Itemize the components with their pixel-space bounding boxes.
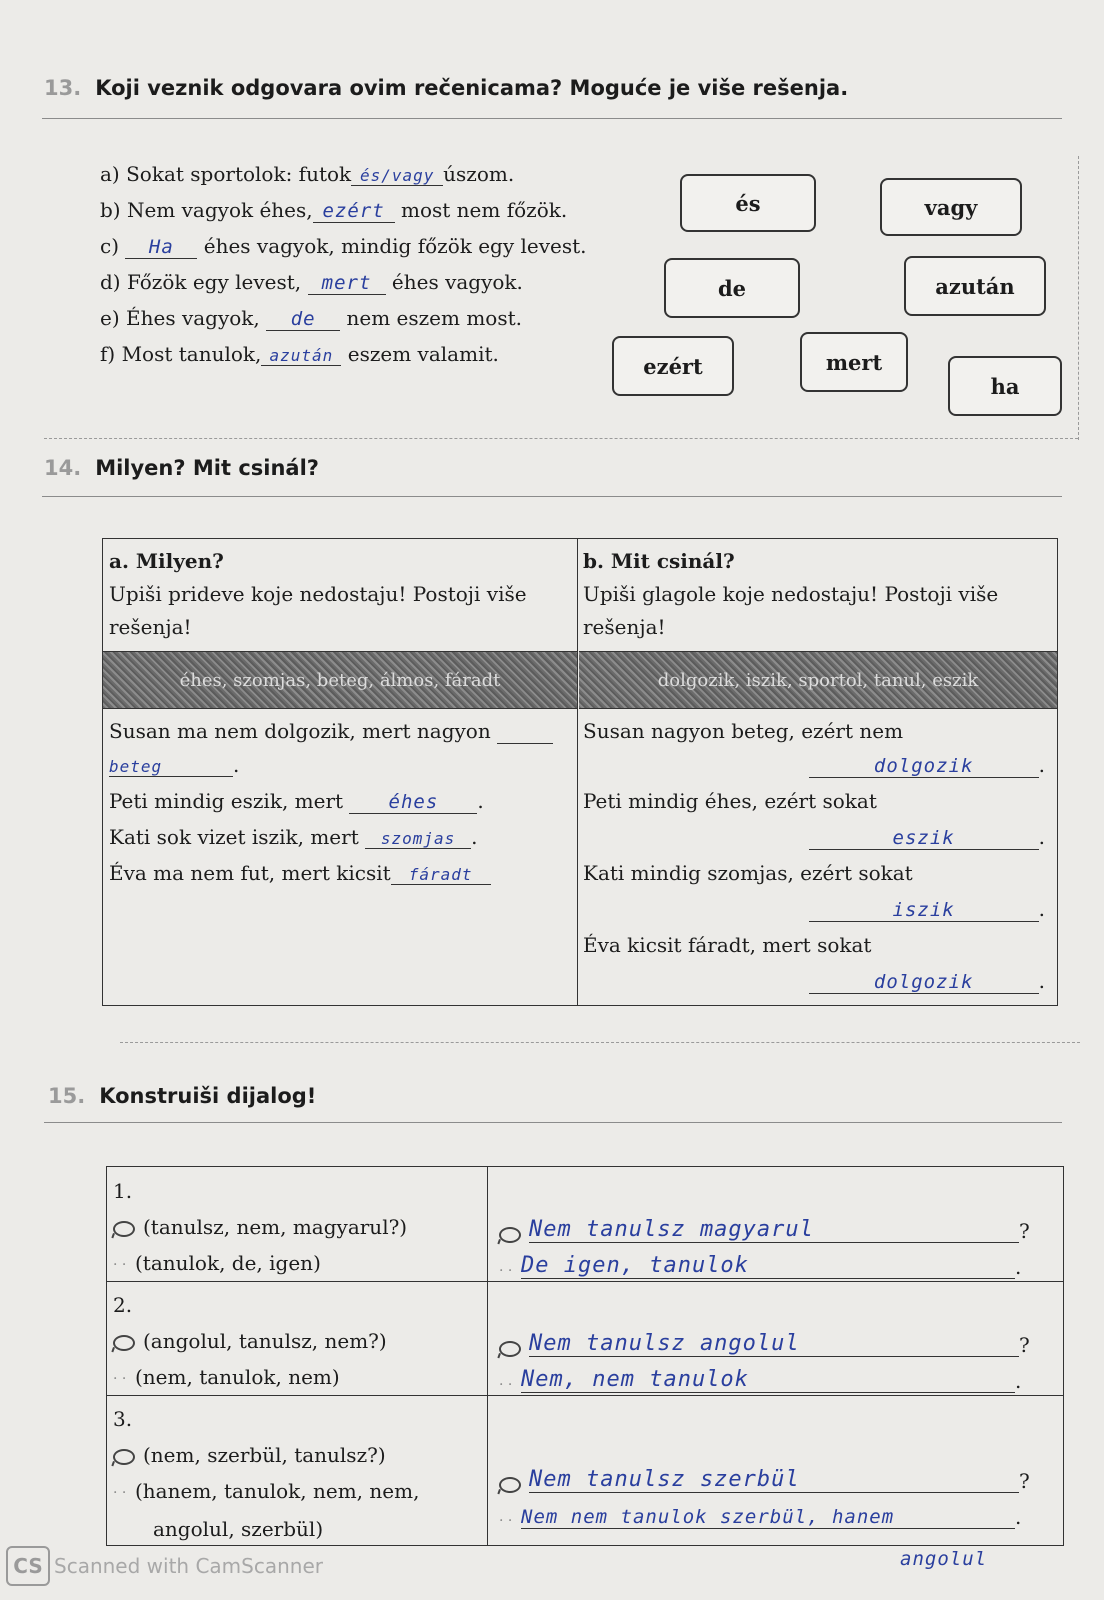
item-text: Susan ma nem dolgozik, mert nagyon: [109, 719, 491, 743]
speech-bubble-icon: [113, 1449, 135, 1465]
speech-bubble-icon: [499, 1341, 521, 1357]
sentence-text: Nem vagyok éhes,: [126, 198, 313, 222]
ex14-bottom-dash: [120, 1042, 1080, 1043]
colA-item-3: [109, 825, 569, 861]
answer-line: · · Nem nem tanulok szerbül, hanem .: [499, 1505, 1022, 1529]
answer-blank[interactable]: szomjas: [365, 829, 471, 849]
prompt-text: (hanem, tanulok, nem, nem,: [135, 1479, 420, 1503]
word-box-ha: ha: [948, 356, 1062, 416]
prompt-text: (tanulsz, nem, magyarul?): [143, 1215, 408, 1239]
ex13-title: [44, 76, 848, 100]
answer-blank[interactable]: ezért: [313, 200, 395, 223]
colB-item-4-line: dolgozik .: [583, 969, 1045, 1005]
answer-answer[interactable]: Nem, nem tanulok: [521, 1367, 1015, 1393]
sentence-label: d): [100, 270, 121, 294]
sentence-text: éhes vagyok, mindig főzök egy levest.: [203, 234, 587, 258]
answer-prompt: [113, 1473, 483, 1511]
dialog-1-answers: [499, 1207, 1047, 1279]
colB-item-2-line: eszik .: [583, 825, 1045, 861]
speech-bubble-icon: [113, 1221, 135, 1237]
question-prompt: [113, 1209, 483, 1245]
colB-wordbank: [579, 651, 1057, 709]
colA-wordbank: [103, 651, 577, 709]
colB-heading: b. Mit csinál?: [583, 549, 735, 573]
ex13-side-dash: [1078, 156, 1079, 440]
speech-bubble-icon: [113, 1335, 135, 1351]
sentence-c: [100, 234, 620, 270]
camscanner-watermark: [6, 1546, 323, 1586]
word-box-de: de: [664, 258, 800, 318]
ex15-rule: [44, 1122, 1062, 1123]
sentence-e: [100, 306, 620, 342]
sentence-text: most nem főzök.: [401, 198, 568, 222]
ex14-rule: [42, 496, 1062, 497]
ex13-rule: [42, 118, 1062, 119]
sentence-text: Sokat sportolok: futok: [126, 162, 352, 186]
ex14-title-text: Milyen? Mit csinál?: [95, 456, 319, 480]
dialog-number: 2.: [113, 1293, 133, 1317]
sentence-d: [100, 270, 620, 306]
colA-item-1-cont: [109, 753, 569, 789]
thought-dots-icon: · ·: [499, 1377, 513, 1393]
dialog-2-prompts: [113, 1287, 483, 1397]
ex14-title: [44, 456, 319, 480]
colB-item-4: Éva kicsit fáradt, mert sokat: [583, 933, 872, 957]
colA-item-1: [109, 719, 569, 753]
answer-blank[interactable]: Ha: [125, 236, 197, 259]
speech-bubble-icon: [499, 1477, 521, 1493]
sentence-label: f): [100, 342, 116, 366]
colB-wordbank-text: dolgozik, iszik, sportol, tanul, eszik: [657, 669, 979, 691]
ex14-number: 14.: [44, 456, 82, 480]
ex15-title-text: Konstruiši dijalog!: [99, 1084, 317, 1108]
sentence-a: [100, 162, 620, 198]
item-text: .: [477, 789, 484, 813]
answer-blank[interactable]: éhes: [349, 791, 477, 814]
colA-wordbank-text: éhes, szomjas, beteg, álmos, fáradt: [179, 669, 501, 691]
colB-item-1: Susan nagyon beteg, ezért nem: [583, 719, 904, 743]
word-box-mert: mert: [800, 332, 908, 392]
camscanner-logo: CS: [6, 1546, 50, 1586]
ex15-title: [48, 1084, 316, 1108]
answer-answer[interactable]: De igen, tanulok: [521, 1253, 1015, 1279]
word-box-es: és: [680, 174, 816, 232]
question-answer[interactable]: Nem tanulsz magyarul: [529, 1217, 1019, 1243]
answer-prompt: [113, 1245, 483, 1283]
colB-header: [583, 545, 1043, 644]
prompt-text: (nem, szerbül, tanulsz?): [143, 1443, 386, 1467]
sentence-text: Éhes vagyok,: [126, 306, 260, 330]
colB-instruction: Upiši glagole koje nedostaju! Postoji više rešenja!: [583, 582, 999, 639]
sentence-label: e): [100, 306, 120, 330]
sentence-text: eszem valamit.: [347, 342, 499, 366]
question-line: Nem tanulsz szerbül ?: [499, 1457, 1047, 1493]
dialog-3-prompts: [113, 1401, 483, 1547]
sentence-label: b): [100, 198, 121, 222]
dialog-1-prompts: [113, 1173, 483, 1283]
ex15-col-divider: [487, 1167, 488, 1545]
colA-item-4: [109, 861, 569, 897]
answer-blank-empty[interactable]: [497, 719, 553, 744]
thought-dots-icon: · ·: [113, 1370, 127, 1387]
answer-answer[interactable]: Nem nem tanulok szerbül, hanem: [521, 1506, 1015, 1529]
sentence-label: a): [100, 162, 120, 186]
colB-items: [583, 719, 1045, 1005]
colA-heading: a. Milyen?: [109, 549, 224, 573]
word-box-vagy: vagy: [880, 178, 1022, 236]
thought-dots-icon: · ·: [499, 1263, 513, 1279]
colA-item-2: [109, 789, 569, 825]
question-answer[interactable]: Nem tanulsz szerbül: [529, 1467, 1019, 1493]
question-answer[interactable]: Nem tanulsz angolul: [529, 1331, 1019, 1357]
dialog-2-answers: [499, 1321, 1047, 1393]
colA-items: [109, 719, 569, 897]
prompt-text: (tanulok, de, igen): [135, 1251, 321, 1275]
sentence-label: c): [100, 234, 120, 258]
ex14-col-divider: [577, 539, 578, 1005]
ex13-sentences: [100, 162, 620, 378]
colB-item-3: Kati mindig szomjas, ezért sokat: [583, 861, 913, 885]
colB-item-2: Peti mindig éhes, ezért sokat: [583, 789, 877, 813]
question-prompt: [113, 1437, 483, 1473]
thought-dots-icon: · ·: [499, 1513, 513, 1529]
ex15-number: 15.: [48, 1084, 86, 1108]
ex15-table: [106, 1166, 1064, 1546]
ex13-title-text: Koji veznik odgovara ovim rečenicama? Moguće je više rešenja.: [95, 76, 849, 100]
question-line: Nem tanulsz angolul ?: [499, 1321, 1047, 1357]
answer-blank[interactable]: fáradt: [391, 865, 491, 885]
colB-item-3-line: iszik .: [583, 897, 1045, 933]
item-text: Kati sok vizet iszik, mert: [109, 825, 359, 849]
colB-item-1-line: dolgozik .: [583, 753, 1045, 789]
answer-blank[interactable]: dolgozik: [809, 971, 1039, 994]
word-box-azutan: azután: [904, 256, 1046, 316]
answer-blank[interactable]: dolgozik: [809, 755, 1039, 778]
thought-dots-icon: · ·: [113, 1256, 127, 1273]
sentence-f: [100, 342, 620, 378]
item-text: Éva ma nem fut, mert kicsit: [109, 861, 391, 885]
answer-blank[interactable]: eszik: [809, 827, 1039, 850]
answer-prompt: [113, 1359, 483, 1397]
sentence-text: Főzök egy levest,: [126, 270, 302, 294]
dialog-number: 1.: [113, 1179, 133, 1203]
answer-blank[interactable]: de: [266, 308, 340, 331]
sentence-text: Most tanulok,: [121, 342, 262, 366]
answer-prompt-cont: angolul, szerbül): [153, 1516, 324, 1541]
sentence-text: úszom.: [443, 162, 515, 186]
sentence-text: éhes vagyok.: [391, 270, 523, 294]
thought-dots-icon: · ·: [113, 1484, 127, 1501]
ex14-table: [102, 538, 1058, 1006]
ex13-bottom-dash: [44, 438, 1078, 439]
question-line: Nem tanulsz magyarul ?: [499, 1207, 1047, 1243]
sentence-b: [100, 198, 620, 234]
question-prompt: [113, 1323, 483, 1359]
prompt-text: (angolul, tanulsz, nem?): [143, 1329, 387, 1353]
item-text: Peti mindig eszik, mert: [109, 789, 344, 813]
dialog-3-answer-overflow: angolul: [900, 1548, 988, 1570]
speech-bubble-icon: [499, 1227, 521, 1243]
sentence-text: nem eszem most.: [346, 306, 522, 330]
word-box-ezert: ezért: [612, 336, 734, 396]
item-text: .: [471, 825, 478, 849]
prompt-text: (nem, tanulok, nem): [135, 1365, 340, 1389]
dialog-3-answers: [499, 1457, 1047, 1529]
answer-blank[interactable]: iszik: [809, 899, 1039, 922]
ex13-number: 13.: [44, 76, 82, 100]
colA-instruction: Upiši prideve koje nedostaju! Postoji više rešenja!: [109, 582, 527, 639]
item-text: .: [233, 753, 240, 777]
answer-blank[interactable]: beteg: [109, 757, 233, 777]
answer-blank[interactable]: és/vagy: [351, 166, 443, 186]
answer-blank[interactable]: azután: [261, 346, 341, 366]
answer-blank[interactable]: mert: [308, 272, 386, 295]
answer-line: · · De igen, tanulok .: [499, 1253, 1022, 1279]
dialog-number: 3.: [113, 1407, 133, 1431]
watermark-text: Scanned with CamScanner: [54, 1554, 323, 1578]
colA-header: [109, 545, 569, 644]
answer-line: · · Nem, nem tanulok .: [499, 1367, 1022, 1393]
